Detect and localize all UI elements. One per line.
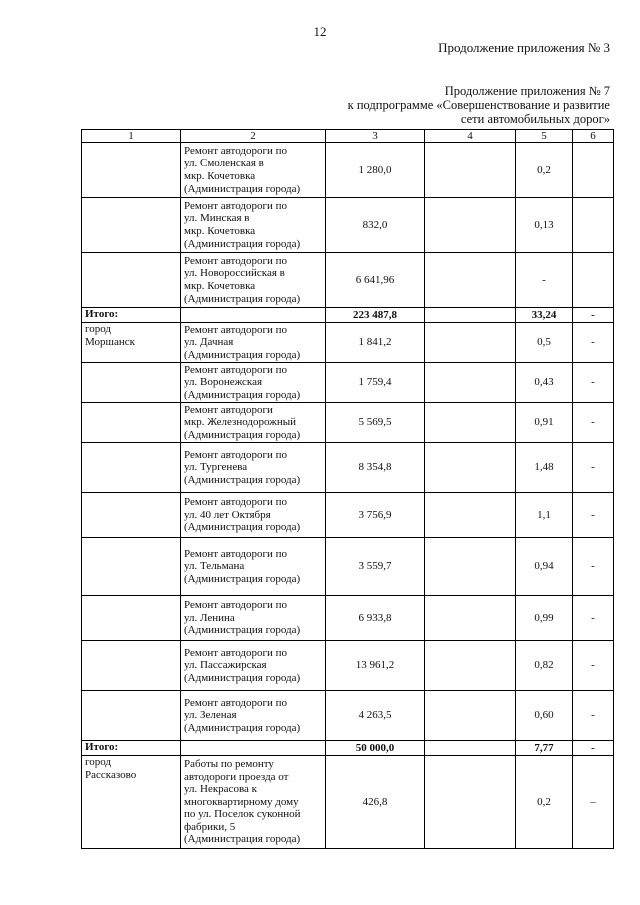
share-cell-text: - <box>542 273 546 286</box>
territory-cell <box>82 308 181 323</box>
empty-cell <box>425 253 516 308</box>
empty-cell <box>425 596 516 641</box>
amount-cell <box>326 596 425 641</box>
work-description-cell-text: Ремонт автодороги по ул. Дачная (Администрация города) <box>184 323 301 361</box>
subprogram-header-line-3: сети автомобильных дорог» <box>460 112 610 126</box>
amount-cell-text: 3 756,9 <box>358 508 392 521</box>
amount-cell <box>326 493 425 538</box>
subprogram-header <box>348 84 610 126</box>
empty-cell <box>425 308 516 323</box>
work-description-cell-text: Ремонт автодороги по ул. 40 лет Октября (Администрация города) <box>184 496 301 534</box>
table-row <box>82 538 614 596</box>
share-cell <box>516 641 573 691</box>
share-cell <box>516 143 573 198</box>
work-description-cell <box>181 443 326 493</box>
work-description-cell-text: Ремонт автодороги мкр. Железнодорожный (Администрация города) <box>184 403 301 441</box>
amount-cell <box>326 691 425 741</box>
territory-cell <box>82 538 181 596</box>
share-cell <box>516 198 573 253</box>
table-row <box>82 363 614 403</box>
amount-cell <box>326 741 425 756</box>
table-row <box>82 323 614 363</box>
column-number: 5 <box>516 130 573 143</box>
note-cell <box>573 538 614 596</box>
work-description-cell <box>181 403 326 443</box>
work-description-cell-text: Ремонт автодороги по ул. Смоленская в мкр. Кочетовка (Администрация города) <box>184 144 301 195</box>
territory-cell-text: город Моршанск <box>85 323 135 348</box>
share-cell-text: 7,77 <box>534 741 554 754</box>
territory-cell <box>82 756 181 849</box>
amount-cell <box>326 198 425 253</box>
work-description-cell-text: Ремонт автодороги по ул. Воронежская (Администрация города) <box>184 363 301 401</box>
territory-cell <box>82 143 181 198</box>
subprogram-header-line-1: Продолжение приложения № 7 <box>444 84 610 98</box>
amount-cell-text: 5 569,5 <box>358 416 392 429</box>
note-cell-text: - <box>591 741 595 754</box>
work-description-cell <box>181 493 326 538</box>
note-cell-text: - <box>591 659 595 672</box>
work-description-cell-text: Ремонт автодороги по ул. Пассажирская (Администрация города) <box>184 646 301 684</box>
amount-cell <box>326 538 425 596</box>
note-cell <box>573 596 614 641</box>
territory-cell-text: Итого: <box>85 308 119 320</box>
amount-cell-text: 1 280,0 <box>358 163 392 176</box>
amount-cell-text: 1 841,2 <box>358 336 392 349</box>
share-cell-text: 0,13 <box>534 218 554 231</box>
territory-cell <box>82 493 181 538</box>
table-row <box>82 691 614 741</box>
note-cell-text: - <box>591 508 595 521</box>
note-cell <box>573 363 614 403</box>
empty-cell <box>425 641 516 691</box>
column-number: 1 <box>82 130 181 143</box>
work-description-cell-text: Ремонт автодороги по ул. Новороссийская в мкр. Кочетовка (Администрация города) <box>184 254 301 305</box>
note-cell <box>573 308 614 323</box>
amount-cell <box>326 253 425 308</box>
note-cell-text: - <box>591 416 595 429</box>
note-cell <box>573 493 614 538</box>
note-cell-text: - <box>591 560 595 573</box>
work-description-cell <box>181 143 326 198</box>
share-cell-text: 0,43 <box>534 376 554 389</box>
note-cell <box>573 691 614 741</box>
page-number: 12 <box>313 24 327 39</box>
territory-cell <box>82 198 181 253</box>
empty-cell <box>425 538 516 596</box>
amount-cell-text: 3 559,7 <box>358 560 392 573</box>
amount-cell-text: 6 933,8 <box>358 611 392 624</box>
territory-cell <box>82 741 181 756</box>
empty-cell <box>425 493 516 538</box>
amount-cell <box>326 756 425 849</box>
territory-cell <box>82 691 181 741</box>
share-cell <box>516 756 573 849</box>
note-cell <box>573 198 614 253</box>
note-cell <box>573 443 614 493</box>
work-description-cell-text: Ремонт автодороги по ул. Тельмана (Администрация города) <box>184 547 301 585</box>
note-cell <box>573 253 614 308</box>
table-row <box>82 403 614 443</box>
table-row <box>82 253 614 308</box>
column-number-row <box>82 130 614 143</box>
work-description-cell <box>181 596 326 641</box>
share-cell <box>516 323 573 363</box>
amount-cell <box>326 308 425 323</box>
share-cell <box>516 308 573 323</box>
share-cell-text: 0,60 <box>534 709 554 722</box>
territory-cell-text: город Рассказово <box>85 756 137 781</box>
empty-cell <box>425 443 516 493</box>
territory-cell <box>82 363 181 403</box>
amount-cell-text: 223 487,8 <box>353 308 397 321</box>
note-cell <box>573 756 614 849</box>
share-cell-text: 1,48 <box>534 461 554 474</box>
amount-cell-text: 832,0 <box>362 218 388 231</box>
table-row <box>82 641 614 691</box>
empty-cell <box>425 198 516 253</box>
work-description-cell-text: Ремонт автодороги по ул. Ленина (Администрация города) <box>184 599 301 637</box>
share-cell-text: 0,5 <box>537 336 551 349</box>
amount-cell-text: 426,8 <box>362 795 388 808</box>
empty-cell <box>425 363 516 403</box>
road-repair-table <box>81 129 614 849</box>
amount-cell <box>326 403 425 443</box>
note-cell <box>573 403 614 443</box>
share-cell <box>516 538 573 596</box>
share-cell <box>516 253 573 308</box>
territory-cell <box>82 641 181 691</box>
amount-cell <box>326 143 425 198</box>
work-description-cell-text: Работы по ремонту автодороги проезда от ул. Некрасова к многоквартирному дому по ул. Поселок суконной фабрики, 5 (Администрация города) <box>184 757 301 846</box>
amount-cell-text: 13 961,2 <box>355 659 395 672</box>
table-row <box>82 596 614 641</box>
amount-cell <box>326 363 425 403</box>
share-cell <box>516 493 573 538</box>
empty-cell <box>425 741 516 756</box>
table-row <box>82 493 614 538</box>
note-cell-text: - <box>591 611 595 624</box>
share-cell <box>516 596 573 641</box>
work-description-cell <box>181 756 326 849</box>
share-cell-text: 0,2 <box>537 795 551 808</box>
note-cell <box>573 143 614 198</box>
column-number: 2 <box>181 130 326 143</box>
empty-cell <box>425 691 516 741</box>
note-cell <box>573 741 614 756</box>
note-cell-text: - <box>591 336 595 349</box>
amount-cell-text: 50 000,0 <box>355 741 395 754</box>
note-cell <box>573 323 614 363</box>
work-description-cell-text: Ремонт автодороги по ул. Минская в мкр. Кочетовка (Администрация города) <box>184 199 301 250</box>
work-description-cell <box>181 323 326 363</box>
share-cell <box>516 741 573 756</box>
amount-cell-text: 1 759,4 <box>358 376 392 389</box>
share-cell <box>516 363 573 403</box>
share-cell-text: 33,24 <box>531 308 557 321</box>
note-cell-text: - <box>591 461 595 474</box>
table-row <box>82 198 614 253</box>
work-description-cell <box>181 253 326 308</box>
amount-cell-text: 6 641,96 <box>355 273 395 286</box>
subprogram-header-line-2: к подпрограмме «Совершенствование и развитие <box>347 98 610 112</box>
appendix-continuation-header: Продолжение приложения № 3 <box>438 40 610 55</box>
column-number: 3 <box>326 130 425 143</box>
total-row <box>82 741 614 756</box>
work-description-cell <box>181 741 326 756</box>
work-description-cell <box>181 308 326 323</box>
empty-cell <box>425 756 516 849</box>
amount-cell-text: 8 354,8 <box>358 461 392 474</box>
share-cell-text: 1,1 <box>537 508 551 521</box>
work-description-cell <box>181 641 326 691</box>
territory-cell <box>82 443 181 493</box>
share-cell <box>516 403 573 443</box>
share-cell-text: 0,99 <box>534 611 554 624</box>
share-cell-text: 0,2 <box>537 163 551 176</box>
share-cell <box>516 691 573 741</box>
note-cell-text: - <box>591 308 595 321</box>
note-cell <box>573 641 614 691</box>
work-description-cell <box>181 538 326 596</box>
note-cell-text: - <box>591 709 595 722</box>
share-cell-text: 0,94 <box>534 560 554 573</box>
amount-cell <box>326 323 425 363</box>
column-number: 4 <box>425 130 516 143</box>
territory-cell-text: Итого: <box>85 741 119 753</box>
note-cell-text: - <box>591 376 595 389</box>
column-number: 6 <box>573 130 614 143</box>
empty-cell <box>425 323 516 363</box>
empty-cell <box>425 143 516 198</box>
territory-cell <box>82 403 181 443</box>
work-description-cell-text: Ремонт автодороги по ул. Зеленая (Администрация города) <box>184 696 301 734</box>
amount-cell-text: 4 263,5 <box>358 709 392 722</box>
empty-cell <box>425 403 516 443</box>
territory-cell <box>82 323 181 363</box>
table-row <box>82 756 614 849</box>
work-description-cell <box>181 363 326 403</box>
territory-cell <box>82 253 181 308</box>
work-description-cell <box>181 198 326 253</box>
share-cell-text: 0,91 <box>534 416 554 429</box>
territory-cell <box>82 596 181 641</box>
table-row <box>82 443 614 493</box>
share-cell-text: 0,82 <box>534 659 554 672</box>
share-cell <box>516 443 573 493</box>
amount-cell <box>326 443 425 493</box>
total-row <box>82 308 614 323</box>
work-description-cell <box>181 691 326 741</box>
amount-cell <box>326 641 425 691</box>
table-row <box>82 143 614 198</box>
note-cell-text: – <box>590 795 596 808</box>
work-description-cell-text: Ремонт автодороги по ул. Тургенева (Администрация города) <box>184 448 301 486</box>
